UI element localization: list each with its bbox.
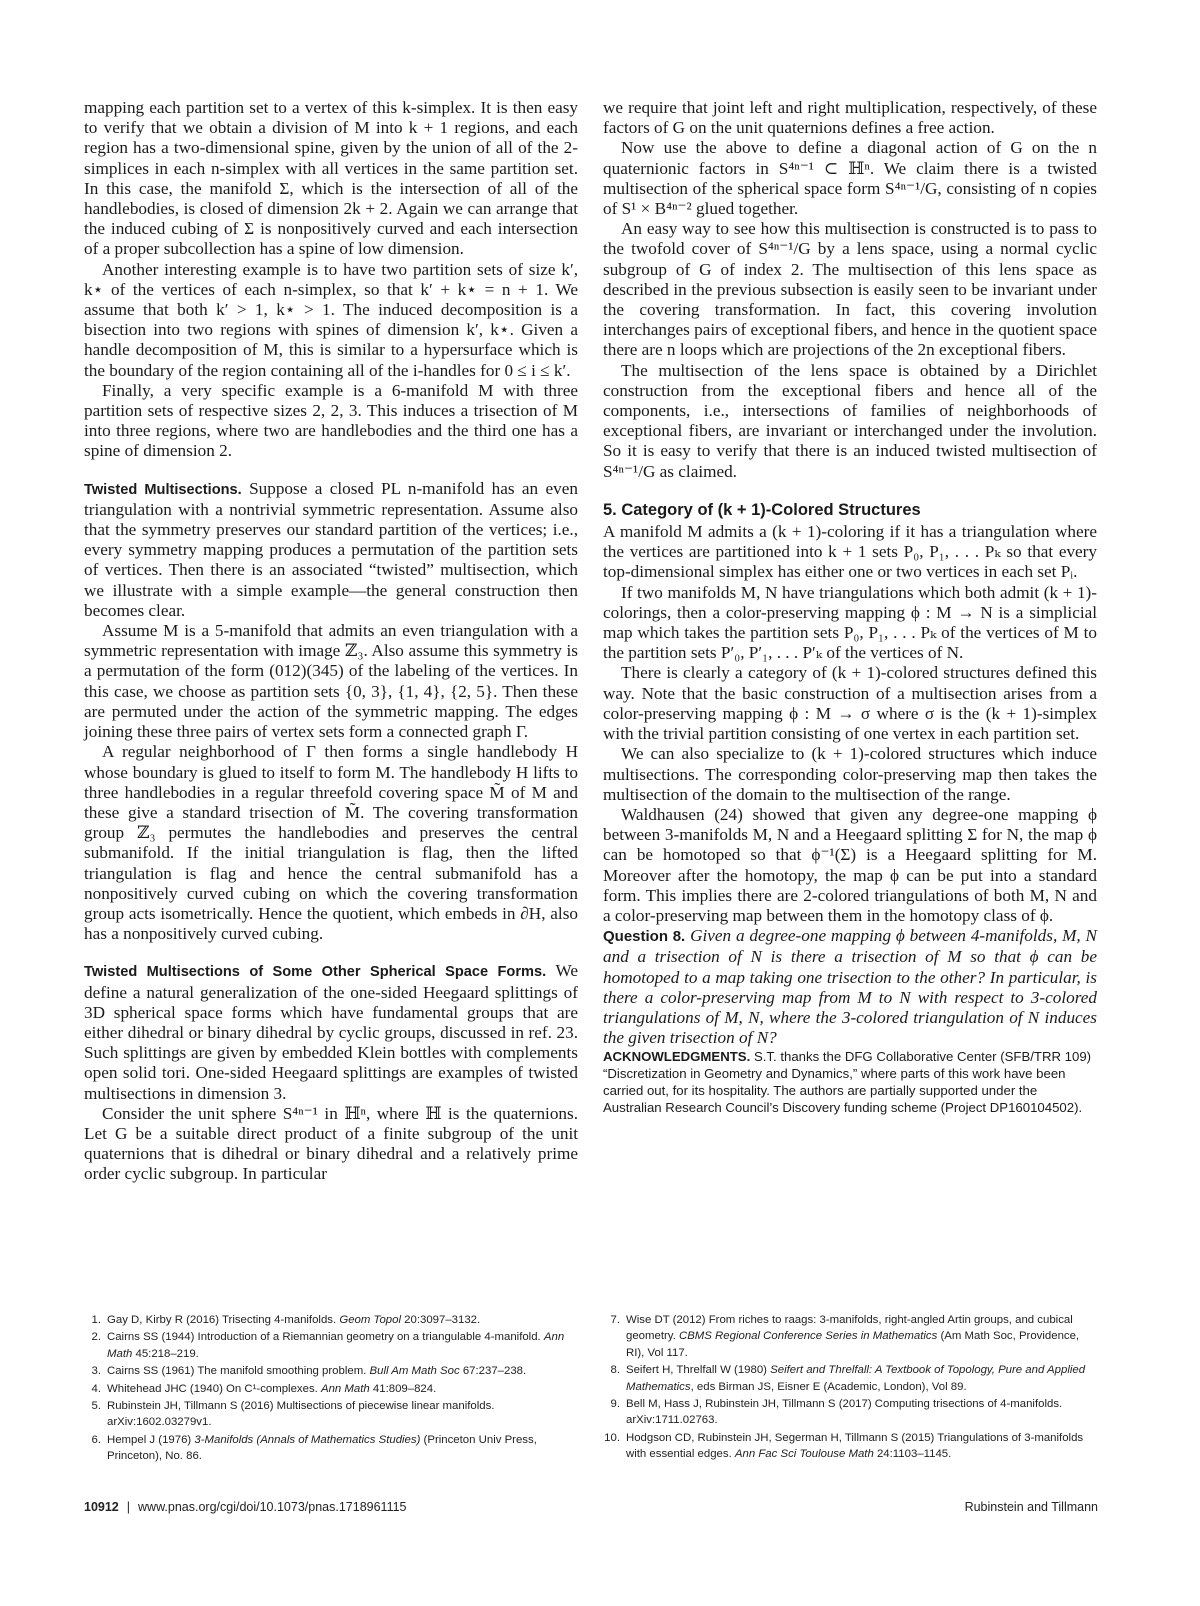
- paragraph: We can also specialize to (k + 1)-colored structures which induce multisections. The corresponding color-preserving map then takes the multisection of the domain to the multisection of the range.: [603, 744, 1097, 804]
- reference-rest: 41:809–824.: [369, 1382, 437, 1395]
- reference-item: [603, 1430, 1097, 1463]
- running-authors: Rubinstein and Tillmann: [964, 1500, 1098, 1514]
- reference-text: Rubinstein JH, Tillmann S (2016) Multisections of piecewise linear manifolds. arXiv:1602.03279v1.: [107, 1400, 495, 1429]
- acknowledgments-label: ACKNOWLEDGMENTS.: [603, 1049, 751, 1065]
- reference-venue: Geom Topol: [339, 1314, 401, 1326]
- reference-item: [603, 1362, 1097, 1395]
- reference-number: 5.: [91, 1400, 101, 1413]
- paragraph: Waldhausen (24) showed that given any degree-one mapping ϕ between 3-manifolds M, N and a Heegaard splitting Σ for N, the map ϕ can be homotoped so that ϕ⁻¹(Σ) is a Heegaard splitting for M. Moreover after the homotopy, the map ϕ can be put into a standard form. This implies there are 2-colored triangulations of both M, N and a color-preserving map between them in the homotopy class of ϕ.: [603, 804, 1097, 925]
- reference-text: Hempel J (1976): [107, 1433, 192, 1446]
- footer-separator: |: [126, 1500, 131, 1514]
- reference-venue: 3-Manifolds (Annals of Mathematics Studies): [194, 1433, 421, 1446]
- reference-item: [84, 1381, 578, 1397]
- doi-link[interactable]: www.pnas.org/cgi/doi/10.1073/pnas.1718961115: [138, 1500, 407, 1514]
- reference-number: 4.: [91, 1382, 101, 1395]
- reference-number: 1.: [91, 1314, 101, 1326]
- reference-text: Gay D, Kirby R (2016) Trisecting 4-manifolds.: [107, 1314, 337, 1326]
- reference-text: Cairns SS (1961) The manifold smoothing problem.: [107, 1365, 367, 1378]
- reference-rest: 45:218–219.: [132, 1347, 199, 1360]
- left-column: [84, 98, 578, 1185]
- paragraph: A regular neighborhood of Γ then forms a single handlebody H whose boundary is glued to itself to form M. The handlebody H lifts to three handlebodies in a regular threefold covering space M̃ of M and these give a standard trisection of M̃. The covering transformation group ℤ₃ permutes the handlebodies and preserves the central submanifold. If the initial triangulation is flag, then the lifted triangulation is flag and hence the central submanifold has a nonpositively curved cubing on which the covering transformation group acts isometrically. Hence the quotient, which embeds in ∂H, also has a nonpositively curved cubing.: [84, 742, 578, 944]
- reference-rest: 24:1103–1145.: [873, 1448, 952, 1461]
- reference-venue: Ann Fac Sci Toulouse Math: [734, 1448, 874, 1461]
- reference-rest: (Am Math Soc, Providence, RI), Vol 117.: [626, 1330, 1080, 1359]
- reference-item: [84, 1329, 578, 1362]
- reference-item: [84, 1312, 578, 1328]
- reference-number: 9.: [610, 1398, 620, 1411]
- acknowledgments: [603, 1048, 1097, 1116]
- paragraph: An easy way to see how this multisection is constructed is to pass to the twofold cover of S⁴ⁿ⁻¹/G by a lens space, using a normal cyclic subgroup of G of index 2. The multisection of this lens space as described in the previous subsection is easily seen to be invariant under the covering transformation. In fact, this covering involution interchanges pairs of exceptional fibers, and hence in the quotient space there are n loops which are projections of the 2n exceptional fibers.: [603, 219, 1097, 360]
- reference-item: [603, 1396, 1097, 1429]
- page-footer: [84, 1500, 1098, 1520]
- reference-text: Hodgson CD, Rubinstein JH, Segerman H, Tillmann S (2015) Triangulations of 3-manifolds with essential edges.: [626, 1431, 1084, 1461]
- reference-number: 8.: [610, 1364, 620, 1377]
- paragraph: If two manifolds M, N have triangulations which both admit (k + 1)-colorings, then a color-preserving mapping ϕ : M → N is a simplicial map which takes the partition sets P₀, P₁, . . . Pₖ of the vertices of M to the partition sets P′₀, P′₁, . . . P′ₖ of the vertices of N.: [603, 582, 1097, 663]
- paragraph: Assume M is a 5-manifold that admits an even triangulation with a symmetric representation with image ℤ₃. Also assume this symmetry is a permutation of the form (012)(345) of the labeling of the vertices. In this case, we choose as partition sets {0, 3}, {1, 4}, {2, 5}. Then these are permuted under the action of the symmetric mapping. The edges joining these three pairs of vertex sets form a connected graph Γ.: [84, 621, 578, 742]
- paragraph: There is clearly a category of (k + 1)-colored structures defined this way. Note that the basic construction of a multisection arises from a color-preserving mapping ϕ : M → σ where σ is the (k + 1)-simplex with the trivial partition consisting of one vertex in each partition set.: [603, 663, 1097, 744]
- paragraph: we require that joint left and right multiplication, respectively, of these factors of G on the unit quaternions defines a free action.: [603, 98, 1097, 138]
- reference-text: Whitehead JHC (1940) On C¹-complexes.: [107, 1382, 318, 1395]
- paragraph: Now use the above to define a diagonal action of G on the n quaternionic factors in S⁴ⁿ⁻¹ ⊂ ℍⁿ. We claim there is a twisted multisection of the spherical space form S⁴ⁿ⁻¹/G, consisting of n copies of S¹ × B⁴ⁿ⁻² glued together.: [603, 138, 1097, 219]
- reference-number: 6.: [91, 1433, 101, 1446]
- right-column: [603, 98, 1097, 1116]
- reference-venue: CBMS Regional Conference Series in Mathematics: [678, 1330, 938, 1343]
- reference-venue: Seifert and Threlfall: A Textbook of Topology, Pure and Applied Mathematics: [626, 1364, 1086, 1393]
- subsection-heading: Twisted Multisections.: [84, 481, 242, 498]
- paragraph: mapping each partition set to a vertex of this k-simplex. It is then easy to verify that we obtain a division of M into k + 1 regions, and each region has a two-dimensional spine, given by the union of all of the 2-simplices in each n-simplex with all vertices in the same partition set. In this case, the manifold Σ, which is the intersection of all of the handlebodies, is closed of dimension 2k + 2. Again we can arrange that the induced cubing of Σ is nonpositively curved and each intersection of a proper subcollection has a spine of low dimension.: [84, 98, 578, 259]
- reference-venue: Ann Math: [320, 1382, 370, 1395]
- reference-item: [603, 1312, 1097, 1361]
- question-8: [603, 926, 1097, 1048]
- reference-venue: Bull Am Math Soc: [369, 1365, 460, 1378]
- paragraph: The multisection of the lens space is obtained by a Dirichlet construction from the exceptional fibers and hence all of the components, i.e., intersections of families of neighborhoods of exceptional fibers, are invariant or interchanged under the involution. So it is easy to verify that there is an induced twisted multisection of S⁴ⁿ⁻¹/G as claimed.: [603, 360, 1097, 481]
- reference-rest: , eds Birman JS, Eisner E (Academic, London), Vol 89.: [690, 1380, 967, 1393]
- reference-text: Bell M, Hass J, Rubinstein JH, Tillmann S (2017) Computing trisections of 4-manifolds. arXiv:1711.02763.: [626, 1398, 1063, 1427]
- reference-venue: Ann Math: [107, 1331, 565, 1360]
- reference-rest: (Princeton Univ Press, Princeton), No. 86.: [107, 1433, 537, 1463]
- reference-text: Seifert H, Threlfall W (1980): [626, 1364, 767, 1377]
- reference-number: 7.: [610, 1314, 620, 1326]
- reference-number: 10.: [604, 1431, 620, 1444]
- reference-item: [84, 1363, 578, 1379]
- reference-rest: 20:3097–3132.: [400, 1314, 481, 1326]
- section-heading: 5. Category of (k + 1)-Colored Structures: [603, 500, 921, 519]
- references-left: [84, 1312, 578, 1466]
- reference-text: Cairns SS (1944) Introduction of a Riemannian geometry on a triangulable 4-manifold.: [107, 1331, 541, 1344]
- acknowledgments-text: S.T. thanks the DFG Collaborative Center (SFB/TRR 109) “Discretization in Geometry and Dynamics,” where parts of this work have been carried out, for its hospitality. The authors are partially supported under the Australian Research Council’s Discovery funding scheme (Project DP160104502).: [603, 1049, 1092, 1116]
- paragraph-spherical-space-forms: [84, 961, 578, 1103]
- reference-rest: 67:237–238.: [459, 1365, 527, 1378]
- reference-item: [84, 1432, 578, 1465]
- reference-number: 2.: [91, 1331, 101, 1344]
- paragraph-text: Suppose a closed PL n-manifold has an even triangulation with a nontrivial symmetric representation. Assume also that the symmetry preserves our standard partition of the vertices; i.e., every symmetry mapping produces a permutation of the partition sets of vertices. Then there is an associated “twisted” multisection, which we illustrate with a simple example—the general construction then becomes clear.: [84, 478, 578, 620]
- paragraph-text: We define a natural generalization of the one-sided Heegaard splittings of 3D spherical space forms which have fundamental groups that are either dihedral or binary dihedral by cyclic groups, discussed in ref. 23. Such splittings are given by embedded Klein bottles with complements open solid tori. One-sided Heegaard splittings are examples of twisted multisections in dimension 3.: [84, 961, 578, 1103]
- reference-item: [84, 1398, 578, 1431]
- reference-text: Wise DT (2012) From riches to raags: 3-manifolds, right-angled Artin groups, and cubical geometry.: [626, 1314, 1073, 1343]
- paragraph-twisted-multisections: [84, 479, 578, 621]
- paragraph: A manifold M admits a (k + 1)-coloring if it has a triangulation where the vertices are partitioned into k + 1 sets P₀, P₁, . . . Pₖ so that every top-dimensional simplex has either one or two vertices in each set Pᵢ.: [603, 522, 1097, 582]
- references-right: [603, 1312, 1097, 1464]
- paragraph: Consider the unit sphere S⁴ⁿ⁻¹ in ℍⁿ, where ℍ is the quaternions. Let G be a suitable direct product of a finite subgroup of the unit quaternions that is dihedral or binary dihedral and a relatively prime order cyclic subgroup. In particular: [84, 1103, 578, 1184]
- paragraph: Another interesting example is to have two partition sets of size k′, k⋆ of the vertices of each n-simplex, so that k′ + k⋆ = n + 1. We assume that both k′ > 1, k⋆ > 1. The induced decomposition is a bisection into two regions with spines of dimension k′, k⋆. Given a handle decomposition of M, this is similar to a hypersurface which is the boundary of the region containing all of the i-handles for 0 ≤ i ≤ k′.: [84, 259, 578, 380]
- reference-number: 3.: [91, 1365, 101, 1378]
- paragraph: Finally, a very specific example is a 6-manifold M with three partition sets of respective sizes 2, 2, 3. This induces a trisection of M into three regions, where two are handlebodies and the third one has a spine of dimension 2.: [84, 380, 578, 461]
- subsection-heading: Twisted Multisections of Some Other Spherical Space Forms.: [84, 964, 547, 981]
- question-text: Given a degree-one mapping ϕ between 4-manifolds, M, N and a trisection of N is there a trisection of M so that ϕ can be homotoped to a map taking one trisection to the other? In particular, is there a color-preserving map from M to N with respect to 3-colored triangulations of M, N, where the 3-colored triangulation of N induces the given trisection of N?: [603, 926, 1098, 1048]
- question-label: Question 8.: [603, 928, 686, 946]
- page-number: 10912: [84, 1500, 119, 1514]
